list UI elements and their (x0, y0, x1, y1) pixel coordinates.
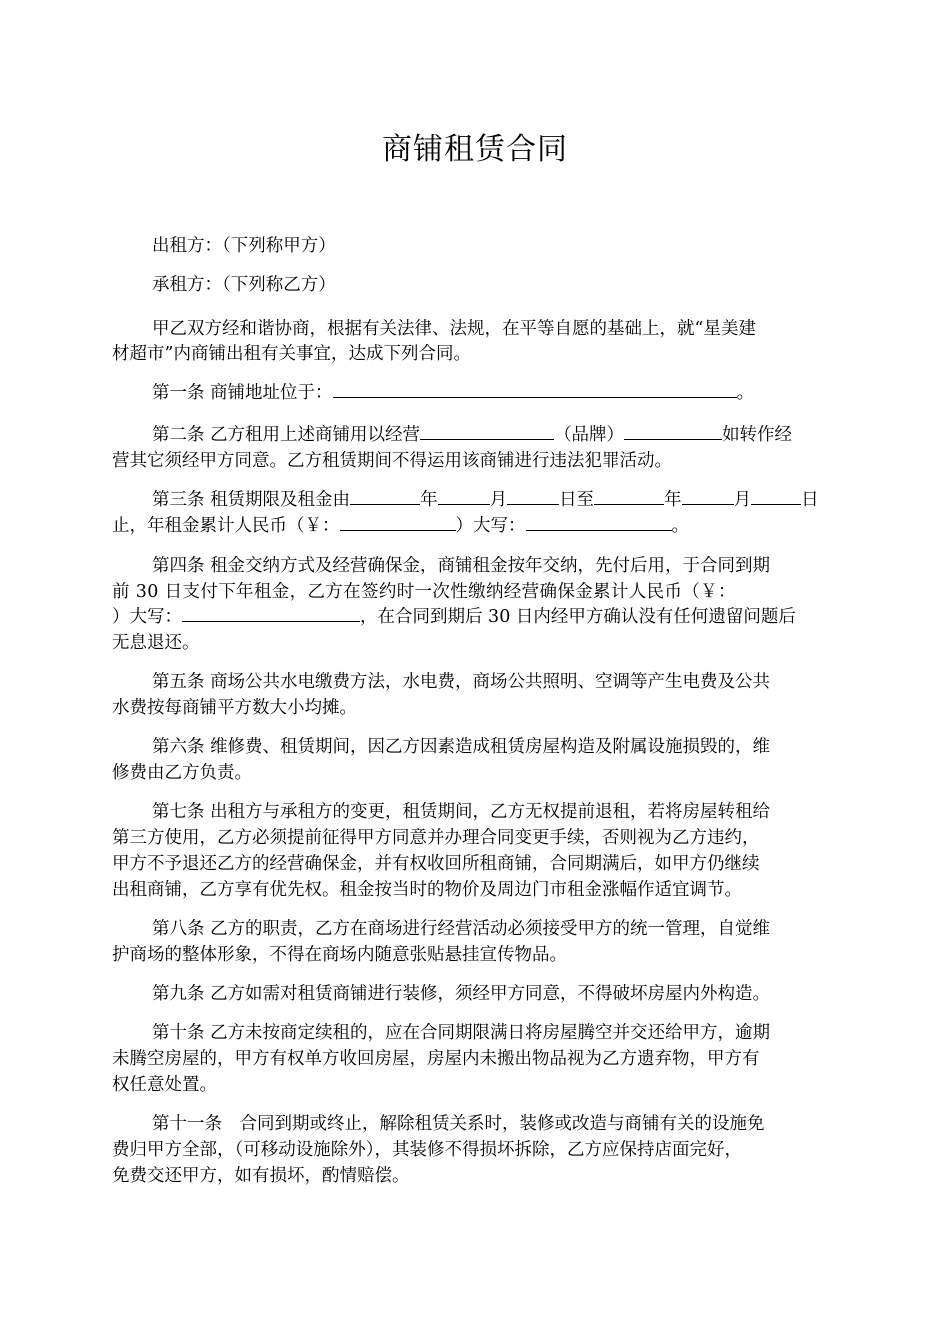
month-label: 月 (489, 490, 508, 510)
article-7-line-4: 出租商铺，乙方享有优先权。租金按当时的物价及周边门市租金涨幅作适宜调节。 (112, 880, 742, 900)
article-11-line-1: 第十一条 合同到期或终止，解除租赁关系时，装修或改造与商铺有关的设施免 (152, 1114, 765, 1134)
article-1 (152, 379, 754, 408)
article-1-end: 。 (736, 383, 755, 403)
article-10-line-1: 第十条 乙方未按商定续租的，应在合同期限满日将房屋腾空并交还给甲方，逾期 (152, 1023, 771, 1043)
intro-line-2: 材超市”内商铺出租有关事宜，达成下列合同。 (112, 344, 471, 364)
article-4-line-1: 第四条 租金交纳方式及经营确保金，商铺租金按年交纳，先付后用，于合同到期 (152, 556, 771, 576)
rent-capital-label: ）大写： (455, 516, 526, 536)
start-month-blank (438, 486, 490, 505)
article-3-line-2 (112, 512, 689, 541)
rent-amount-blank (340, 512, 456, 531)
document-title: 商铺租赁合同 (382, 132, 568, 167)
article-2-text: 第二条 乙方租用上述商铺用以经营 (152, 425, 421, 445)
article-6-line-2: 修费由乙方负责。 (112, 763, 252, 783)
start-year-blank (350, 486, 420, 505)
brand-label: （品牌） (554, 425, 625, 445)
article-4-text: ，在合同到期后 30 日内经甲方确认没有任何遗留问题后 (360, 607, 796, 627)
article-11-line-3: 免费交还甲方，如有损坏，酌情赔偿。 (112, 1166, 410, 1186)
month-label: 月 (733, 490, 752, 510)
article-9-line-1: 第九条 乙方如需对租赁商铺进行装修，须经甲方同意，不得破坏房屋内外构造。 (152, 984, 771, 1004)
address-blank (333, 379, 737, 398)
article-3-text: 第三条 租赁期限及租金由 (152, 490, 351, 510)
day-to-label: 日至 (559, 490, 595, 510)
lessor-line: 出租方：（下列称甲方） (152, 236, 336, 256)
rent-amount-label: 止，年租金累计人民币（￥： (112, 516, 340, 536)
article-3-line-1 (152, 486, 819, 515)
article-4-line-4: 无息退还。 (112, 633, 200, 653)
article-4-line-2: 前 30 日支付下年租金，乙方在签约时一次性缴纳经营确保金累计人民币（￥： (112, 582, 736, 602)
lessee-line: 承租方：（下列称乙方） (152, 275, 336, 295)
end-month-blank (682, 486, 734, 505)
article-2-line-2: 营其它须经甲方同意。乙方租赁期间不得运用该商铺进行违法犯罪活动。 (112, 451, 672, 471)
day-label: 日 (801, 490, 819, 510)
start-day-blank (507, 486, 559, 505)
article-1-text: 第一条 商铺地址位于： (152, 383, 333, 403)
article-10-line-2: 未腾空房屋的，甲方有权单方收回房屋，房屋内未搬出物品视为乙方遗弃物，甲方有 (112, 1049, 760, 1069)
article-11-line-2: 费归甲方全部，（可移动设施除外），其装修不得损坏拆除，乙方应保持店面完好， (112, 1140, 742, 1160)
brand-blank (624, 421, 722, 440)
article-10-line-3: 权任意处置。 (112, 1075, 217, 1095)
intro-line-1: 甲乙双方经和谐协商，根据有关法律、法规，在平等自愿的基础上，就“星美建 (152, 319, 756, 339)
year-label: 年 (664, 490, 682, 510)
period: 。 (671, 516, 689, 536)
article-2-line-1 (152, 421, 792, 450)
article-5-line-2: 水费按每商铺平方数大小均摊。 (112, 698, 357, 718)
end-day-blank (751, 486, 801, 505)
article-4-line-3 (112, 603, 796, 632)
article-7-line-2: 第三方使用，乙方必须提前征得甲方同意并办理合同变更手续，否则视为乙方违约， (112, 828, 760, 848)
year-label: 年 (420, 490, 438, 510)
article-5-line-1: 第五条 商场公共水电缴费方法，水电费，商场公共照明、空调等产生电费及公共 (152, 672, 771, 692)
deposit-capital-blank (182, 603, 360, 622)
article-8-line-1: 第八条 乙方的职责，乙方在商场进行经营活动必须接受甲方的统一管理，自觉维 (152, 919, 771, 939)
deposit-capital-label: ）大写： (112, 607, 182, 627)
article-6-line-1: 第六条 维修费、租赁期间，因乙方因素造成租赁房屋构造及附属设施损毁的，维 (152, 737, 771, 757)
end-year-blank (594, 486, 664, 505)
article-7-line-3: 甲方不予退还乙方的经营确保金，并有权收回所租商铺，合同期满后，如甲方仍继续 (112, 854, 760, 874)
article-7-line-1: 第七条 出租方与承租方的变更，租赁期间，乙方无权提前退租，若将房屋转租给 (152, 802, 771, 822)
business-blank (420, 421, 554, 440)
article-2-tail: 如转作经 (722, 425, 793, 445)
rent-capital-blank (526, 512, 672, 531)
article-8-line-2: 护商场的整体形象，不得在商场内随意张贴悬挂宣传物品。 (112, 945, 567, 965)
